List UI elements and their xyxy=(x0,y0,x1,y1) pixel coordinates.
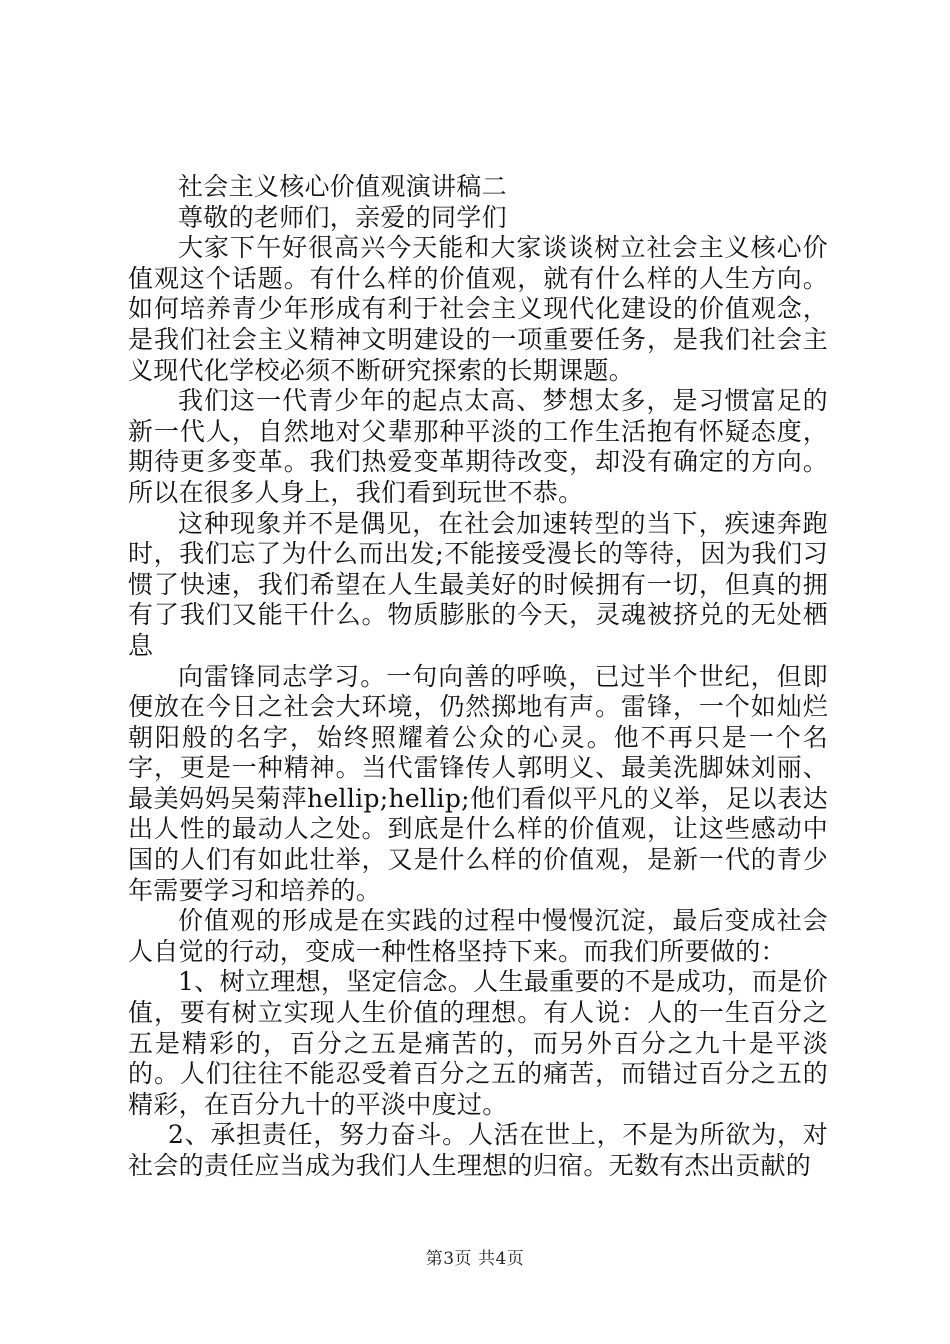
paragraph: 向雷锋同志学习。一句向善的呼唤，已过半个世纪，但即便放在今日之社会大环境，仍然掷地有声。雷锋，一个如灿烂朝阳般的名字，始终照耀着公众的心灵。他不再只是一个名字，更是一种精神。当代雷锋传人郭明义、最美洗脚妹刘丽、最美妈妈吴菊萍hellip;hellip;他们看似平凡的义举，足以表达出人性的最动人之处。到底是什么样的价值观，让这些感动中国的人们有如此壮举，又是什么样的价值观，是新一代的青少年需要学习和培养的。 xyxy=(128,661,828,905)
salutation: 尊敬的老师们，亲爱的同学们 xyxy=(178,202,507,232)
paragraph: 2、承担责任，努力奋斗。人活在世上，不是为所欲为，对社会的责任应当成为我们人生理想的归宿。无数有杰出贡献的 xyxy=(128,1120,828,1180)
document-title: 社会主义核心价值观演讲稿二 xyxy=(178,172,507,201)
page-footer: 第3页 共4页 xyxy=(425,1249,525,1269)
paragraph: 这种现象并不是偶见，在社会加速转型的当下，疾速奔跑时，我们忘了为什么而出发;不能接受漫长的等待，因为我们习惯了快速，我们希望在人生最美好的时候拥有一切，但真的拥有了我们又能干什么。物质膨胀的今天，灵魂被挤兑的无处栖息 xyxy=(128,508,828,660)
document-body xyxy=(128,172,828,1182)
paragraph: 大家下午好很高兴今天能和大家谈谈树立社会主义核心价值观这个话题。有什么样的价值观，就有什么样的人生方向。如何培养青少年形成有利于社会主义现代化建设的价值观念，是我们社会主义精神文明建设的一项重要任务，是我们社会主义现代化学校必须不断研究探索的长期课题。 xyxy=(128,233,828,385)
paragraph: 价值观的形成是在实践的过程中慢慢沉淀，最后变成社会人自觉的行动，变成一种性格坚持下来。而我们所要做的： xyxy=(128,906,828,966)
paragraph: 1、树立理想，坚定信念。人生最重要的不是成功，而是价值，要有树立实现人生价值的理想。有人说：人的一生百分之五是精彩的，百分之五是痛苦的，而另外百分之九十是平淡的。人们往往不能忍受着百分之五的痛苦，而错过百分之五的精彩，在百分九十的平淡中度过。 xyxy=(128,967,828,1119)
paragraph: 我们这一代青少年的起点太高、梦想太多，是习惯富足的新一代人，自然地对父辈那种平淡的工作生活抱有怀疑态度，期待更多变革。我们热爱变革期待改变，却没有确定的方向。所以在很多人身上，我们看到玩世不恭。 xyxy=(128,386,828,507)
